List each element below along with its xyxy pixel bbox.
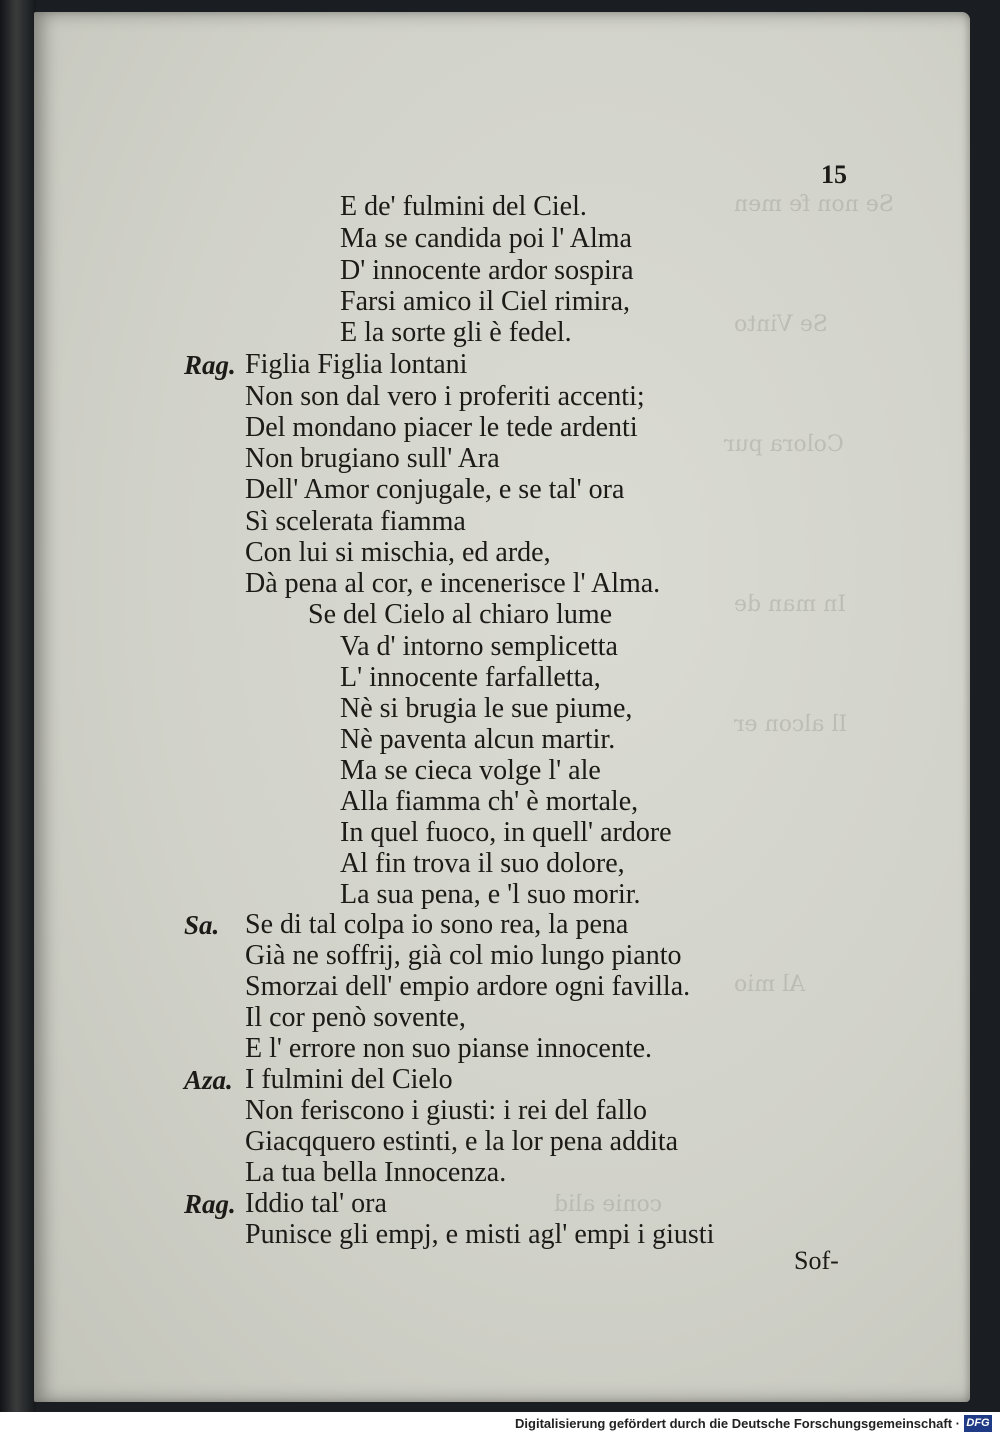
text-line: Nè si brugia le sue piume,: [340, 693, 633, 724]
text-line: Del mondano piacer le tede ardenti: [245, 412, 638, 443]
text-line: Al fin trova il suo dolore,: [340, 848, 625, 879]
text-line: Non feriscono i giusti: i rei del fallo: [245, 1095, 648, 1126]
text-line: La tua bella Innocenza.: [245, 1157, 507, 1188]
text-line: Già ne soffrij, già col mio lungo pianto: [245, 940, 682, 971]
text-line: Giacqquero estinti, e la lor pena addita: [245, 1126, 679, 1157]
digitization-footer: [0, 1412, 1000, 1436]
text-line: Se del Cielo al chiaro lume: [308, 599, 613, 630]
text-line: L' innocente farfalletta,: [340, 662, 601, 693]
text-line: Iddio tal' ora: [245, 1188, 387, 1219]
book-spine: [0, 0, 36, 1412]
text-line: E de' fulmini del Ciel.: [340, 191, 587, 222]
text-line: Figlia Figlia lontani: [245, 349, 468, 380]
speaker-label: Sa.: [184, 910, 220, 940]
dfg-logo-icon: DFG: [964, 1415, 992, 1432]
footer-credit-text: Digitalisierung gefördert durch die Deutsche Forschungsgemeinschaft ·: [515, 1416, 960, 1431]
catchword: Sof-: [794, 1246, 839, 1275]
text-line: Non brugiano sull' Ara: [245, 443, 500, 474]
text-line: Alla fiamma ch' è mortale,: [340, 786, 639, 817]
text-line: E l' errore non suo pianse innocente.: [245, 1033, 653, 1064]
text-line: I fulmini del Cielo: [245, 1064, 453, 1095]
text-line: Farsi amico il Ciel rimira,: [340, 286, 631, 317]
text-line: Dell' Amor conjugale, e se tal' ora: [245, 474, 625, 505]
text-line: Dà pena al cor, e incenerisce l' Alma.: [245, 568, 661, 599]
speaker-label: Aza.: [184, 1065, 233, 1095]
page-number: 15: [821, 160, 847, 189]
text-line: D' innocente ardor sospira: [340, 255, 634, 286]
text-line: Smorzai dell' empio ardore ogni favilla.: [245, 971, 691, 1002]
text-line: Va d' intorno semplicetta: [340, 631, 618, 662]
text-line: Se di tal colpa io sono rea, la pena: [245, 909, 629, 940]
text-line: Ma se cieca volge l' ale: [340, 755, 601, 786]
text-line: Ma se candida poi l' Alma: [340, 223, 632, 254]
text-line: Il cor penò sovente,: [245, 1002, 466, 1033]
text-line: Sì scelerata fiamma: [245, 506, 466, 537]
speaker-label: Rag.: [184, 350, 236, 380]
speaker-label: Rag.: [184, 1189, 236, 1219]
text-line: E la sorte gli è fedel.: [340, 317, 572, 348]
text-line: In quel fuoco, in quell' ardore: [340, 817, 672, 848]
text-line: Con lui si mischia, ed arde,: [245, 537, 551, 568]
text-line: Punisce gli empj, e misti agl' empi i giusti: [245, 1219, 715, 1250]
text-line: Nè paventa alcun martir.: [340, 724, 616, 755]
text-line: La sua pena, e 'l suo morir.: [340, 879, 641, 910]
text-line: Non son dal vero i proferiti accenti;: [245, 381, 645, 412]
show-through-bleed: Se non fe men Se Vinto Colora pur In man de Il alcon er Al mio conie alid: [554, 192, 894, 1217]
